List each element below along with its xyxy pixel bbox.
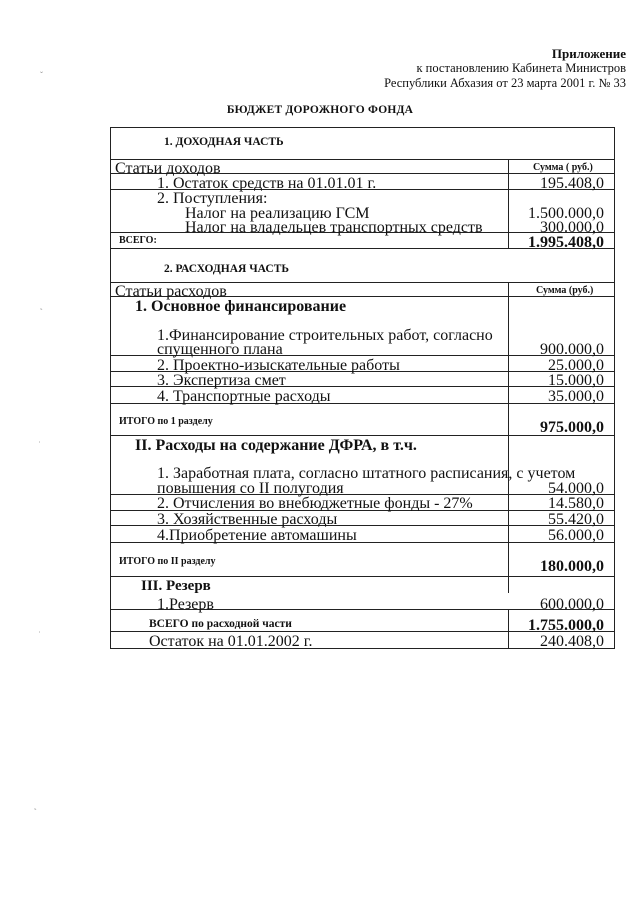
expense-item-label: повышения со II полугодия: [157, 480, 344, 497]
expense-item-label: 1.Финансирование строительных работ, согласно: [157, 327, 493, 344]
expense-item-value: 900.000,0: [540, 341, 604, 358]
income-receipt-value: 300.000,0: [540, 219, 604, 236]
income-col-item-header: Статьи доходов: [115, 160, 221, 177]
remainder-label: Остаток на 01.01.2002 г.: [149, 633, 313, 650]
expense-section-title: 2. РАСХОДНАЯ ЧАСТЬ: [164, 263, 289, 275]
expense-item-label: 2. Проектно-изыскательные работы: [157, 357, 400, 374]
row-divider: [111, 435, 614, 436]
expense-item-label: 1. Заработная плата, согласно штатного расписания, с учетом: [157, 465, 576, 482]
remainder-value: 240.408,0: [540, 633, 604, 650]
expense-part1-title: 1. Основное финансирование: [135, 298, 347, 315]
expense-grand-total-value: 1.755.000,0: [528, 617, 604, 634]
column-separator: [508, 610, 509, 648]
expense-item-value: 14.580,0: [548, 495, 604, 512]
income-col-sum-header: Сумма ( руб.): [533, 162, 593, 173]
expense-item-value: 35.000,0: [548, 388, 604, 405]
expense-item-value: 25.000,0: [548, 357, 604, 374]
reserve-item-label: 1.Резерв: [157, 596, 214, 613]
expense-item-label: 3. Хозяйственные расходы: [157, 511, 338, 528]
scan-speck: ˙: [38, 440, 41, 450]
part2-total-label: ИТОГО по II разделу: [119, 556, 216, 567]
income-receipts-label: 2. Поступления:: [157, 190, 268, 207]
appendix-block: [384, 46, 626, 91]
scan-speck: ˙: [38, 630, 41, 640]
scan-speck: ˛: [40, 300, 43, 310]
expense-item-label: 4.Приобретение автомашины: [157, 527, 357, 544]
appendix-heading: Приложение: [551, 46, 626, 61]
expense-item-label: 2. Отчисления во внебюджетные фонды - 27%: [157, 495, 473, 512]
part2-total-value: 180.000,0: [540, 558, 604, 575]
expense-item-value: 56.000,0: [548, 527, 604, 544]
scan-speck: ˇ: [40, 70, 43, 80]
income-section-title: 1. ДОХОДНАЯ ЧАСТЬ: [164, 136, 284, 148]
expense-item-value: 55.420,0: [548, 511, 604, 528]
income-balance-label: 1. Остаток средств на 01.01.01 г.: [157, 175, 377, 192]
income-receipt-label: Налог на реализацию ГСМ: [185, 205, 370, 222]
scan-speck: ˛: [34, 800, 37, 810]
column-separator: [508, 283, 509, 593]
income-receipt-label: Налог на владельцев транспортных средств: [185, 219, 483, 236]
expense-grand-total-label: ВСЕГО по расходной части: [149, 618, 292, 630]
expense-item-label: 4. Транспортные расходы: [157, 388, 331, 405]
income-balance-value: 195.408,0: [540, 175, 604, 192]
expense-part3-title: III. Резерв: [141, 578, 211, 594]
part1-total-label: ИТОГО по 1 разделу: [119, 416, 213, 427]
appendix-line-1: к постановлению Кабинета Министров: [416, 61, 626, 75]
expense-item-label: спущенного плана: [157, 341, 283, 358]
income-receipt-value: 1.500.000,0: [528, 205, 604, 222]
part1-total-value: 975.000,0: [540, 419, 604, 436]
document-title: БЮДЖЕТ ДОРОЖНОГО ФОНДА: [226, 104, 414, 116]
row-divider: [111, 576, 614, 577]
expense-col-sum-header: Сумма (руб.): [536, 285, 594, 296]
reserve-item-value: 600.000,0: [540, 596, 604, 613]
expense-item-value: 54.000,0: [548, 480, 604, 497]
expense-item-label: 3. Экспертиза смет: [157, 372, 286, 389]
expense-part2-title: II. Расходы на содержание ДФРА, в т.ч.: [135, 437, 417, 454]
appendix-line-2: Республики Абхазия от 23 марта 2001 г. № 33: [384, 76, 626, 90]
budget-table: [110, 127, 615, 649]
expense-item-value: 15.000,0: [548, 372, 604, 389]
income-total-value: 1.995.408,0: [528, 234, 604, 251]
expense-col-item-header: Статьи расходов: [115, 283, 227, 300]
income-total-label: ВСЕГО:: [119, 235, 157, 246]
